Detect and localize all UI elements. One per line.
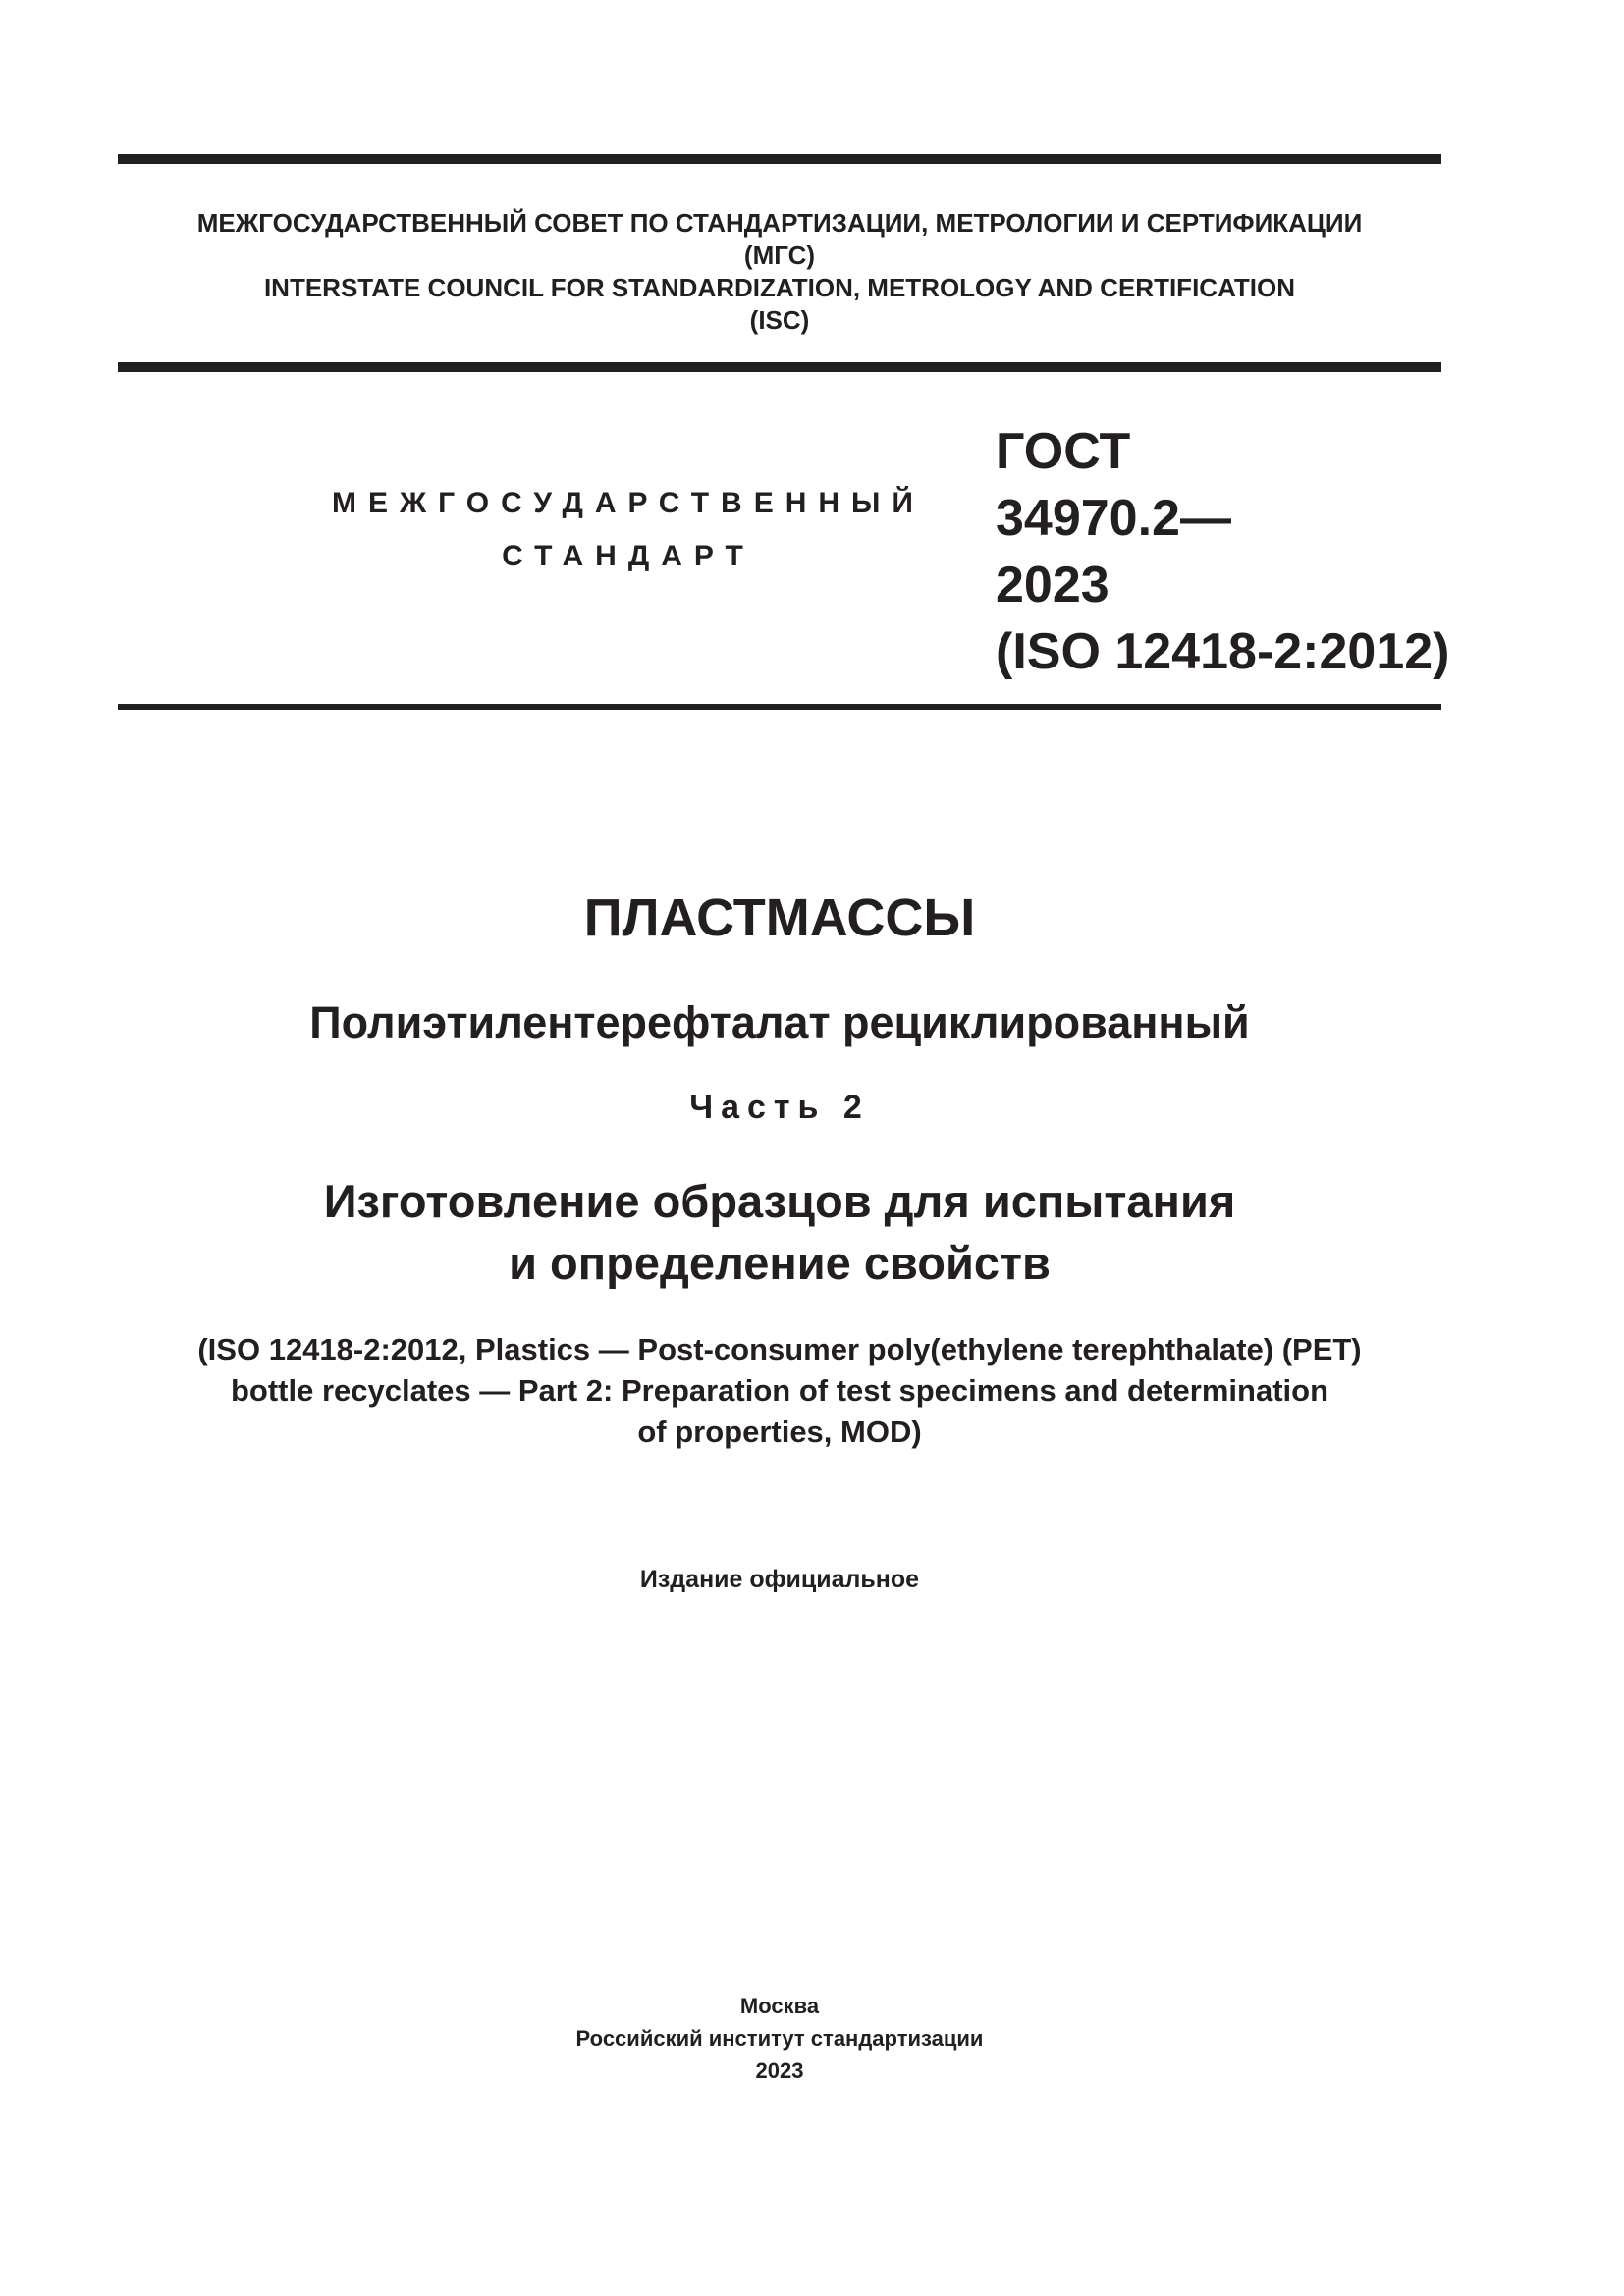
standard-designation: [996, 418, 1450, 685]
standard-type: [295, 477, 962, 583]
council-header: [118, 207, 1441, 337]
top-rule: [118, 154, 1441, 164]
council-name-en: INTERSTATE COUNCIL FOR STANDARDIZATION, METROLOGY AND CERTIFICATION: [263, 273, 1296, 302]
publisher-block: [118, 1990, 1441, 2087]
iso-reference: [118, 1329, 1441, 1453]
part-title-line-1: Изготовление образцов для испытания: [323, 1175, 1236, 1227]
standard-type-line-1: МЕЖГОСУДАРСТВЕННЫЙ: [332, 487, 925, 519]
iso-reference-line-2: bottle recyclates — Part 2: Preparation of test specimens and determination: [230, 1373, 1329, 1408]
council-abbr-en: (ISC): [749, 305, 810, 335]
part-title-line-2: и определение свойств: [509, 1237, 1051, 1289]
publisher-name: Российский институт стандартизации: [575, 2026, 984, 2051]
main-title: ПЛАСТМАССЫ: [583, 888, 976, 947]
designation-line-4: (ISO 12418-2:2012): [996, 623, 1450, 680]
standard-type-line-2: СТАНДАРТ: [502, 540, 755, 572]
council-abbr-ru: (МГС): [743, 240, 816, 270]
header-divider: [118, 362, 1441, 372]
publisher-year: 2023: [755, 2058, 804, 2083]
council-name-ru: МЕЖГОСУДАРСТВЕННЫЙ СОВЕТ ПО СТАНДАРТИЗАЦИИ, МЕТРОЛОГИИ И СЕРТИФИКАЦИИ: [196, 208, 1363, 238]
iso-reference-line-3: of properties, MOD): [637, 1415, 922, 1449]
designation-divider: [118, 704, 1441, 710]
designation-line-1: ГОСТ: [996, 423, 1131, 480]
designation-line-3: 2023: [996, 557, 1110, 614]
part-number: Часть 2: [689, 1089, 870, 1126]
designation-line-2: 34970.2—: [996, 490, 1231, 547]
part-title: [118, 1170, 1441, 1294]
publisher-city: Москва: [739, 1994, 820, 2018]
edition-note: Издание официальное: [639, 1566, 920, 1593]
iso-reference-line-1: (ISO 12418-2:2012, Plastics — Post-consumer poly(ethylene terephthalate) (PET): [197, 1332, 1362, 1366]
subtitle: Полиэтилентерефталат рециклированный: [309, 997, 1250, 1047]
